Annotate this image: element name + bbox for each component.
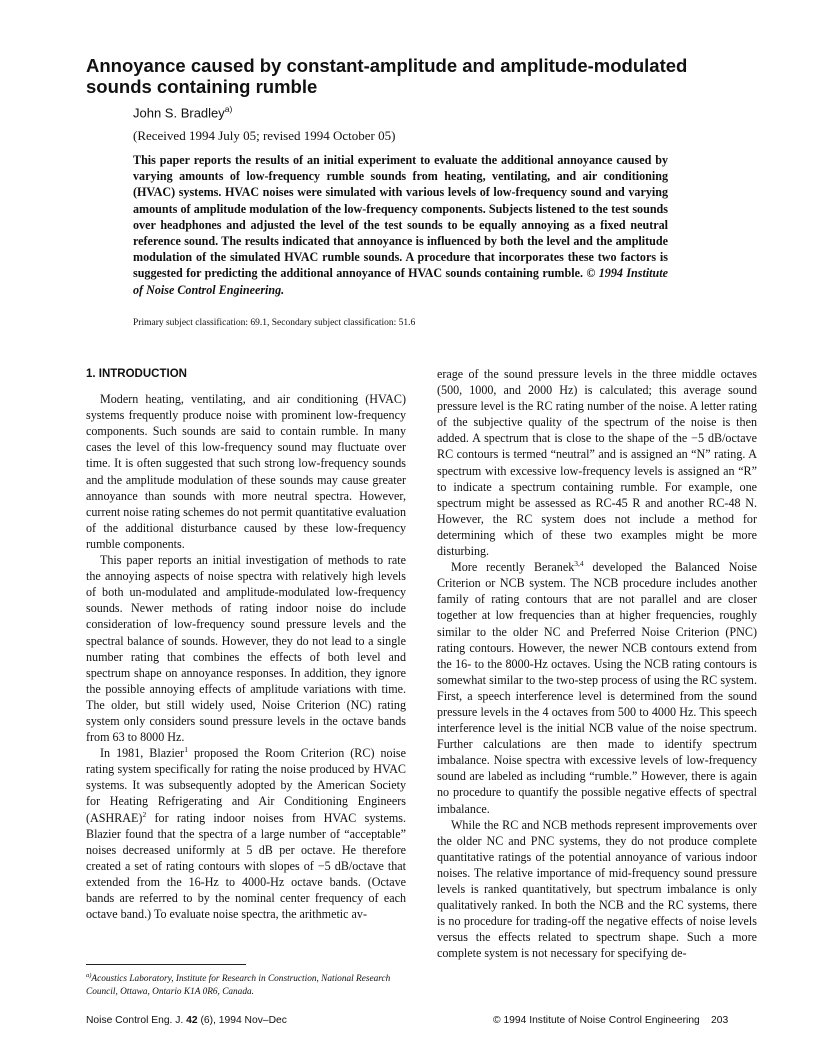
footer-journal: [86, 1015, 287, 1026]
author-affiliation-mark: a): [224, 104, 233, 114]
paragraph-5: [437, 559, 757, 817]
footer-issue-date: (6), 1994 Nov–Dec: [197, 1015, 287, 1026]
paragraph-5-text-a: More recently Beranek: [451, 560, 575, 575]
abstract-copyright: © 1994 Institute of Noise Control Engineering.: [133, 266, 668, 297]
footer-journal-name: Noise Control Eng. J.: [86, 1015, 187, 1026]
paragraph-3: [86, 745, 406, 922]
paragraph-3-text-a: In 1981, Blazier: [100, 746, 185, 761]
author-line: [133, 104, 232, 120]
abstract-text: This paper reports the results of an initial experiment to evaluate the additional annoyance caused by varying amounts of low-frequency rumble sounds from heating, ventilating, and air conditioning (HVAC) systems. HVAC noises were simulated with various levels of low-frequency sound and varying amounts of amplitude modulation of the low-frequency components. Subjects listened to the test sounds over headphones and adjusted the level of the test sounds to be equally annoying as a fixed neutral reference sound. The results indicated that annoyance is influenced by both the level and the amplitude modulation of the simulated HVAC rumble sounds. A procedure that incorporates these two factors is suggested for predicting the additional annoyance of HVAC sounds containing rumble.: [133, 153, 668, 281]
left-column: [86, 366, 406, 922]
abstract: [133, 152, 668, 298]
footer-volume: 42: [186, 1015, 198, 1026]
footer-copyright: © 1994 Institute of Noise Control Engineering: [493, 1015, 700, 1026]
reference-2-mark: 2: [142, 809, 147, 819]
footnote: [86, 970, 406, 998]
paper-title: Annoyance caused by constant-amplitude and amplitude-modulated sounds containing rumble: [86, 55, 688, 97]
received-dates: (Received 1994 July 05; revised 1994 October 05): [133, 128, 396, 143]
section-heading: 1. INTRODUCTION: [86, 368, 187, 380]
page-number: 203: [711, 1015, 729, 1026]
reference-3-4-mark: 3,4: [574, 559, 584, 569]
footnote-divider: [86, 964, 246, 965]
paragraph-6: While the RC and NCB methods represent improvements over the older NC and PNC systems, they do not produce complete quantitative ratings of the potential annoyance of various indoor noises. The relative importance of mid-frequency sound pressure levels is ranked quantitatively, but spectrum imbalance is only qualitatively ranked. In both the NCB and the RC systems, there is no procedure for trading-off the negative effects of noise levels versus the effects related to spectrum shape. Such a more complete system is not necessary for specifying de-: [437, 817, 757, 961]
paragraph-2: This paper reports an initial investigation of methods to rate the annoying aspects of noise spectra with relatively high levels of both un-modulated and amplitude-modulated low-frequency sounds. Newer methods of rating indoor noise do include consideration of low-frequency sound pressure levels and the spectral balance of sounds. However, they do not lead to a single number rating that combines the effects of both level and spectrum shape on annoyance responses. In addition, they ignore the possible annoying effects of amplitude variations with time. The older, but still widely used, Noise Criterion (NC) rating system only considers sound pressure levels in the octave bands from 63 to 8000 Hz.: [86, 553, 406, 745]
paragraph-5-text-b: developed the Balanced Noise Criterion or NCB system. The NCB procedure includes another family of rating contours that are not parallel and are closer together at low frequencies than at higher frequencies, roughly similar to the older NC and Preferred Noise Criterion (PNC) rating contours. However, the newer NCB contours extend from the 16- to the 8000-Hz octaves. Using the NCB rating contours is somewhat similar to the two-step process of using the RC system. First, a speech interference level is determined from the sound pressure levels in the 4 octaves from 500 to 4000 Hz. This speech interference level is the initial NCB value of the noise spectrum. Further calculations are then made to identify spectrum imbalance. Noise spectra with excessive levels of low-frequency sound are labeled as including “rumble.” However, there is again no procedure to quantify the possible negative effects of spectral imbalance.: [437, 560, 757, 816]
right-column: [437, 366, 757, 961]
paragraph-3-text-b: proposed the Room Criterion (RC) noise rating system specifically for rating the noise produced by HVAC systems. It was subsequently adopted by the American Society for Heating Refrigerating and Air Conditioning Engineers (ASHRAE): [86, 746, 406, 825]
paragraph-1: Modern heating, ventilating, and air conditioning (HVAC) systems frequently produce noise with prominent low-frequency components. Such sounds are said to contain rumble. In many cases the level of this low-frequency sound may fluctuate over time. It is often suggested that such strong low-frequency sounds and the amplitude modulation of these sounds may cause greater annoyance than sounds with more neutral spectra. However, current noise rating schemes do not permit quantitative evaluation of the additional disturbance caused by these low-frequency rumble components.: [86, 392, 406, 551]
subject-classification: Primary subject classification: 69.1, Secondary subject classification: 51.6: [133, 318, 416, 328]
footnote-mark: a): [86, 972, 92, 979]
paragraph-4: erage of the sound pressure levels in the three middle octaves (500, 1000, and 2000 Hz) is calculated; this average sound pressure level is the RC rating number of the noise. A letter rating of the subjective quality of the spectrum of the noise is then added. A spectrum that is close to the shape of the −5 dB/octave RC contours is termed “neutral” and is assigned an “N” rating. A spectrum with excessive low-frequency levels is assigned an “R” to indicate a spectrum containing rumble. For example, one spectrum might be assessed as RC-45 R and another RC-48 N. However, the RC system does not include a method for determining which of these two examples might be more disturbing.: [437, 367, 757, 559]
paragraph-3-text-c: for rating indoor noises from HVAC systems. Blazier found that the spectra of a large number of “acceptable” noises decreased uniformly at 5 dB per octave. He therefore created a set of rating contours with slopes of −5 dB/octave that extended from the 16-Hz to 4000-Hz octave bands. (Octave bands are referred to by the nominal center frequency of each octave band.) To evaluate noise spectra, the arithmetic av-: [86, 810, 406, 922]
author-name: John S. Bradley: [133, 105, 225, 121]
reference-1-mark: 1: [184, 745, 188, 755]
footnote-text: Acoustics Laboratory, Institute for Research in Construction, National Research Council, Ottawa, Ontario K1A 0R6, Canada.: [86, 974, 391, 997]
